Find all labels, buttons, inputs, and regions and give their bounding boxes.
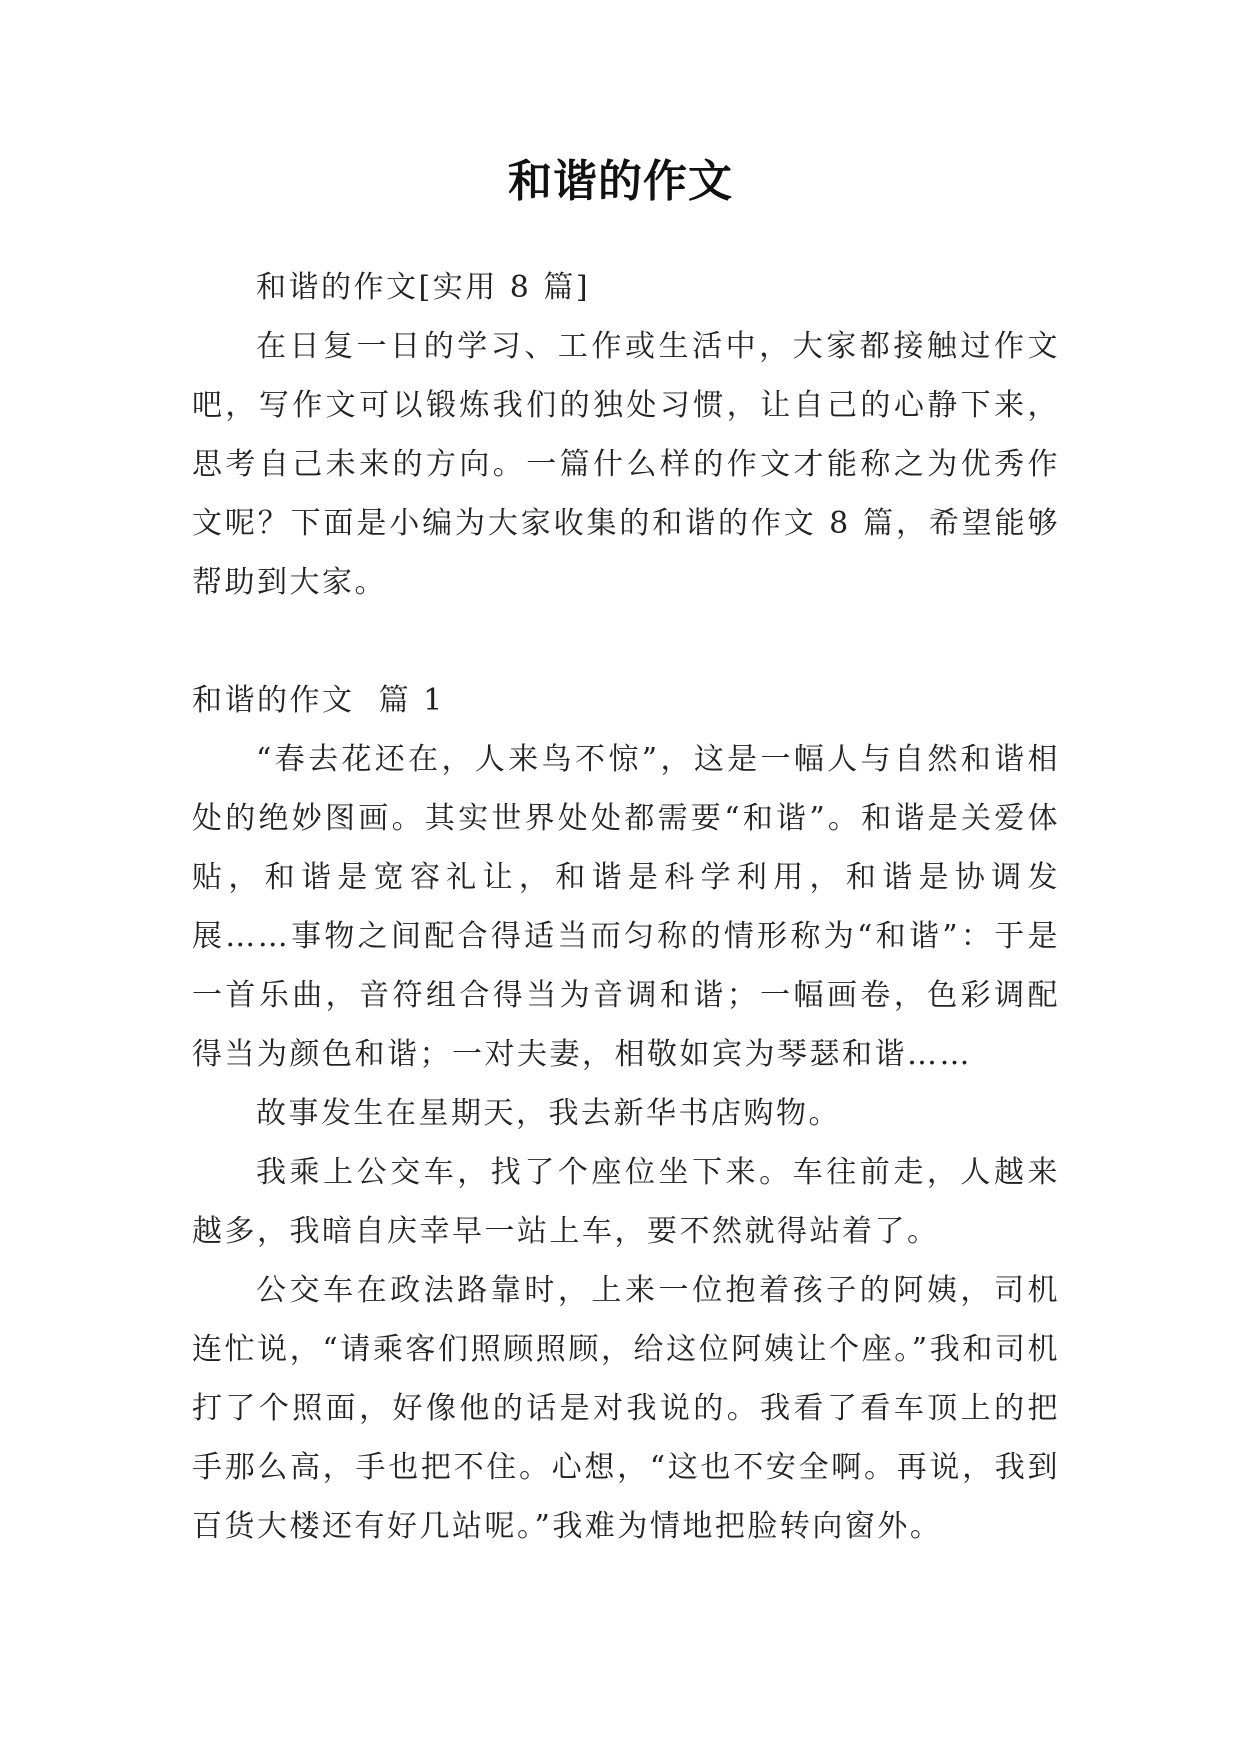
document-title: 和谐的作文 xyxy=(508,156,733,207)
body-paragraph: “春去花还在，人来鸟不惊”，这是一幅人与自然和谐相处的绝妙图画。其实世界处处都需要“和谐”。和谐是关爱体贴，和谐是宽容礼让，和谐是科学利用，和谐是协调发展……事物之间配合得适当而匀称的情形称为“和谐”：于是一首乐曲，音符组合得当为音调和谐；一幅画卷，色彩调配得当为颜色和谐；一对夫妻，相敬如宾为琴瑟和谐…… xyxy=(192,742,1060,1072)
body-paragraph: 我乘上公交车，找了个座位坐下来。车往前走，人越来越多，我暗自庆幸早一站上车，要不然就得站着了。 xyxy=(192,1155,1060,1249)
body-paragraph: 故事发生在星期天，我去新华书店购物。 xyxy=(256,1096,841,1131)
section-spacer xyxy=(192,612,1060,671)
section-heading: 和谐的作文 篇 1 xyxy=(192,683,445,718)
body-paragraph: 公交车在政法路靠时，上来一位抱着孩子的阿姨，司机连忙说，“请乘客们照顾照顾，给这位阿姨让个座。”我和司机打了个照面，好像他的话是对我说的。我看了看车顶上的把手那么高，手也把不住。心想，“这也不安全啊。再说，我到百货大楼还有好几站呢。”我难为情地把脸转向窗外。 xyxy=(192,1273,1060,1544)
intro-paragraph: 在日复一日的学习、工作或生活中，大家都接触过作文吧，写作文可以锻炼我们的独处习惯，让自己的心静下来，思考自己未来的方向。一篇什么样的作文才能称之为优秀作文呢？下面是小编为大家收集的和谐的作文 8 篇，希望能够帮助到大家。 xyxy=(192,329,1060,600)
document-subtitle: 和谐的作文[实用 8 篇] xyxy=(256,270,591,305)
document-body xyxy=(192,258,1060,1556)
